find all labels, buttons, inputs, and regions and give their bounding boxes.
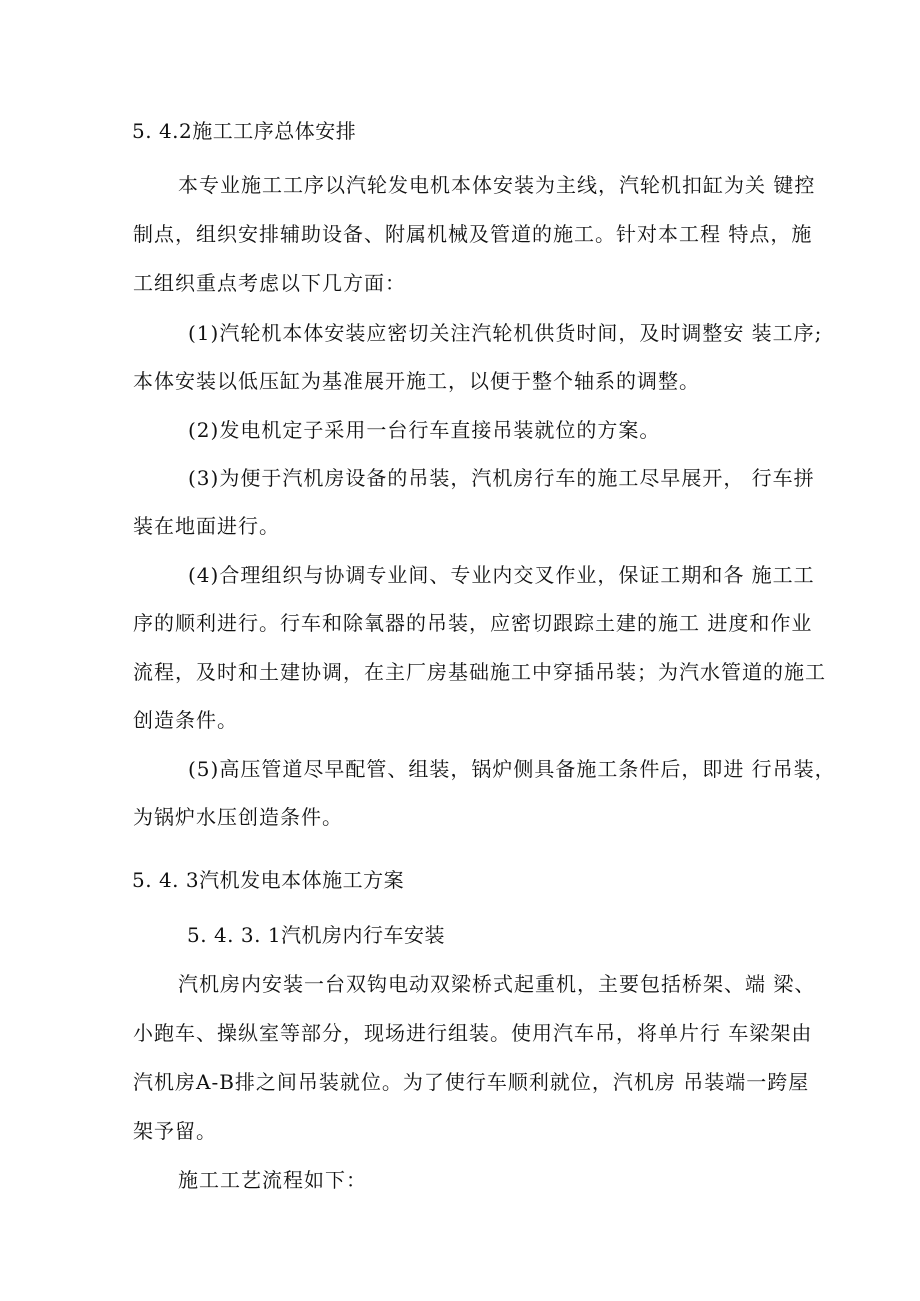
section-heading-5-4-3: 5. 4. 3汽机发电本体施工方案 xyxy=(132,868,405,892)
crane-paragraph-line-2: 小跑车、操纵室等部分，现场进行组装。使用汽车吊，将单片行 车梁架由 xyxy=(133,1021,813,1045)
item-4-line-4: 创造条件。 xyxy=(133,708,238,732)
item-3-line-1: (3)为便于汽机房设备的吊装，汽机房行车的施工尽早展开， 行车拼 xyxy=(188,466,815,490)
item-5-line-2: 为锅炉水压创造条件。 xyxy=(133,805,343,829)
item-1-line-1: (1)汽轮机本体安装应密切关注汽轮机供货时间，及时调整安 装工序; xyxy=(188,321,823,345)
item-4-line-2: 序的顺利进行。行车和除氧器的吊装，应密切跟踪土建的施工 进度和作业 xyxy=(133,611,813,635)
item-1-line-2: 本体安装以低压缸为基准展开施工，以便于整个轴系的调整。 xyxy=(133,369,700,393)
item-4-line-1: (4)合理组织与协调专业间、专业内交叉作业，保证工期和各 施工工 xyxy=(188,563,815,587)
process-intro-line: 施工工艺流程如下： xyxy=(178,1168,367,1192)
crane-paragraph-line-3: 汽机房A-B排之间吊装就位。为了使行车顺利就位，汽机房 吊装端一跨屋 xyxy=(133,1070,810,1094)
crane-paragraph-line-1: 汽机房内安装一台双钩电动双梁桥式起重机，主要包括桥架、端 梁、 xyxy=(178,972,816,996)
crane-paragraph-line-4: 架予留。 xyxy=(133,1119,217,1143)
subsection-heading-5-4-3-1: 5. 4. 3. 1汽机房内行车安装 xyxy=(187,923,446,947)
item-4-line-3: 流程，及时和土建协调，在主厂房基础施工中穿插吊装；为汽水管道的施工 xyxy=(133,660,826,684)
intro-paragraph-line-2: 制点，组织安排辅助设备、附属机械及管道的施工。针对本工程 特点，施 xyxy=(133,222,813,246)
section-heading-5-4-2: 5. 4.2施工工序总体安排 xyxy=(132,119,357,143)
intro-paragraph-line-3: 工组织重点考虑以下几方面： xyxy=(133,271,406,295)
item-3-line-2: 装在地面进行。 xyxy=(133,514,280,538)
item-5-line-1: (5)高压管道尽早配管、组装，锅炉侧具备施工条件后，即进 行吊装， xyxy=(188,757,836,781)
item-2-line-1: (2)发电机定子采用一台行车直接吊装就位的方案。 xyxy=(188,418,661,442)
intro-paragraph-line-1: 本专业施工工序以汽轮发电机本体安装为主线，汽轮机扣缸为关 键控 xyxy=(178,173,816,197)
